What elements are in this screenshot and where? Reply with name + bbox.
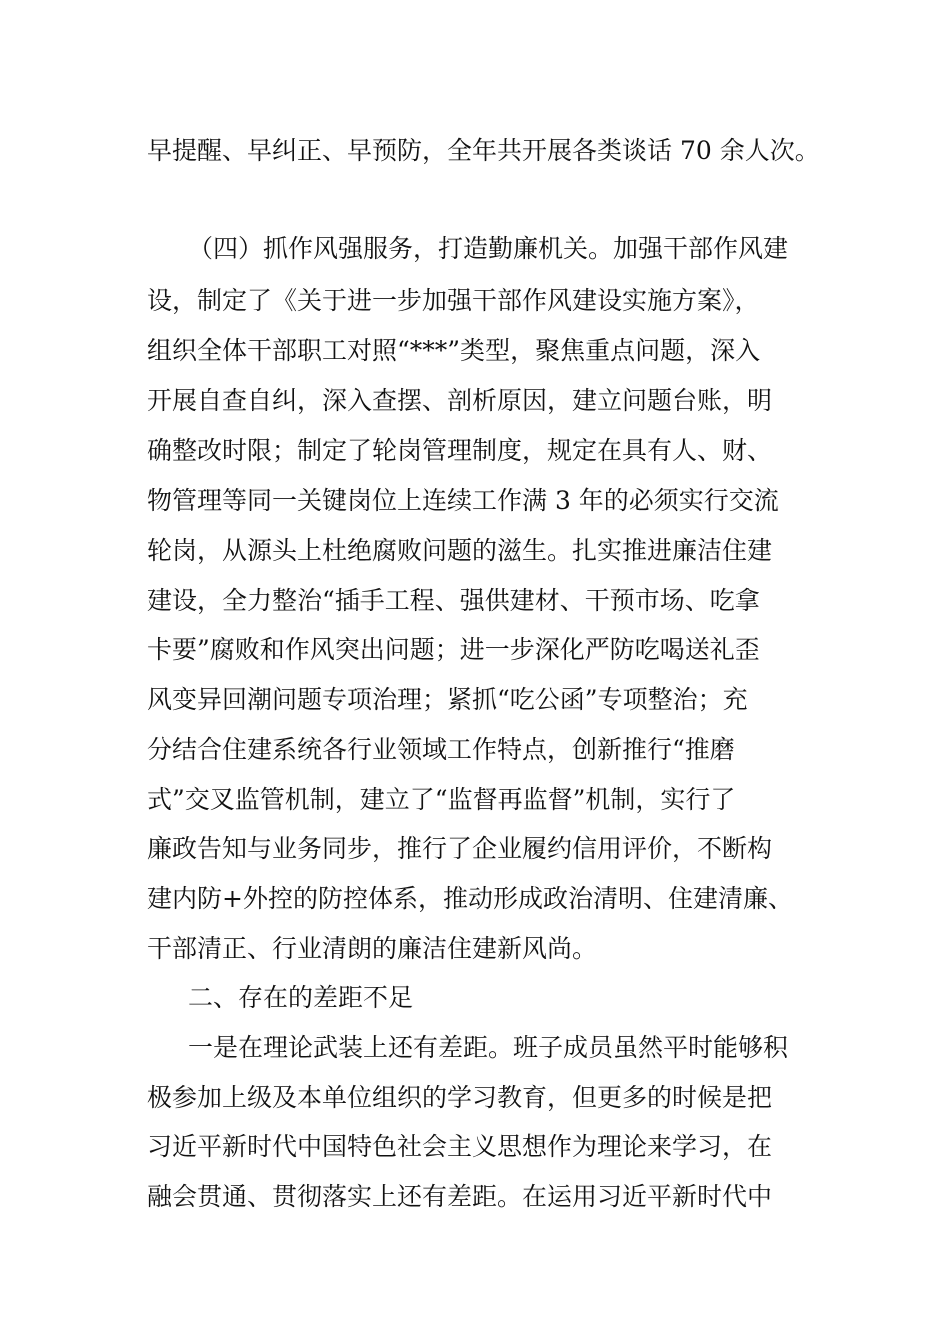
text-line-18: 一是在理论武装上还有差距。班子成员虽然平时能够积 [188, 1033, 789, 1062]
text-line-20: 习近平新时代中国特色社会主义思想作为理论来学习，在 [147, 1132, 773, 1161]
text-line-12: 分结合住建系统各行业领域工作特点，创新推行“推磨 [147, 735, 735, 764]
text-line-3: 设，制定了《关于进一步加强干部作风建设实施方案》， [147, 286, 760, 315]
text-line-8: 轮岗，从源头上杜绝腐败问题的滋生。扎实推进廉洁住建 [147, 536, 773, 565]
text-line-5: 开展自查自纠，深入查摆、剖析原因，建立问题台账，明 [147, 386, 773, 415]
text-line-10: 卡要”腐败和作风突出问题；进一步深化严防吃喝送礼歪 [147, 635, 760, 664]
text-line-19: 极参加上级及本单位组织的学习教育，但更多的时候是把 [147, 1083, 773, 1112]
text-line-11: 风变异回潮问题专项治理；紧抓“吃公函”专项整治；充 [147, 685, 748, 714]
text-line-7: 物管理等同一关键岗位上连续工作满 3 年的必须实行交流 [147, 486, 779, 515]
text-line-6: 确整改时限；制定了轮岗管理制度，规定在具有人、财、 [147, 436, 773, 465]
text-line-9: 建设，全力整治“插手工程、强供建材、干预市场、吃拿 [147, 586, 760, 615]
section-heading: 二、存在的差距不足 [188, 983, 414, 1012]
text-line-2: （四）抓作风强服务，打造勤廉机关。加强干部作风建 [188, 234, 789, 263]
text-line-14: 廉政告知与业务同步，推行了企业履约信用评价，不断构 [147, 834, 773, 863]
text-line-15: 建内防+外控的防控体系，推动形成政治清明、住建清廉、 [147, 884, 793, 913]
text-line-21: 融会贯通、贯彻落实上还有差距。在运用习近平新时代中 [147, 1182, 773, 1211]
text-line-16: 干部清正、行业清朗的廉洁住建新风尚。 [147, 934, 598, 963]
text-line-13: 式”交叉监管机制，建立了“监督再监督”机制，实行了 [147, 785, 736, 814]
text-line-4: 组织全体干部职工对照“***”类型，聚焦重点问题，深入 [147, 336, 761, 365]
text-line-1: 早提醒、早纠正、早预防，全年共开展各类谈话 70 余人次。 [147, 136, 820, 165]
